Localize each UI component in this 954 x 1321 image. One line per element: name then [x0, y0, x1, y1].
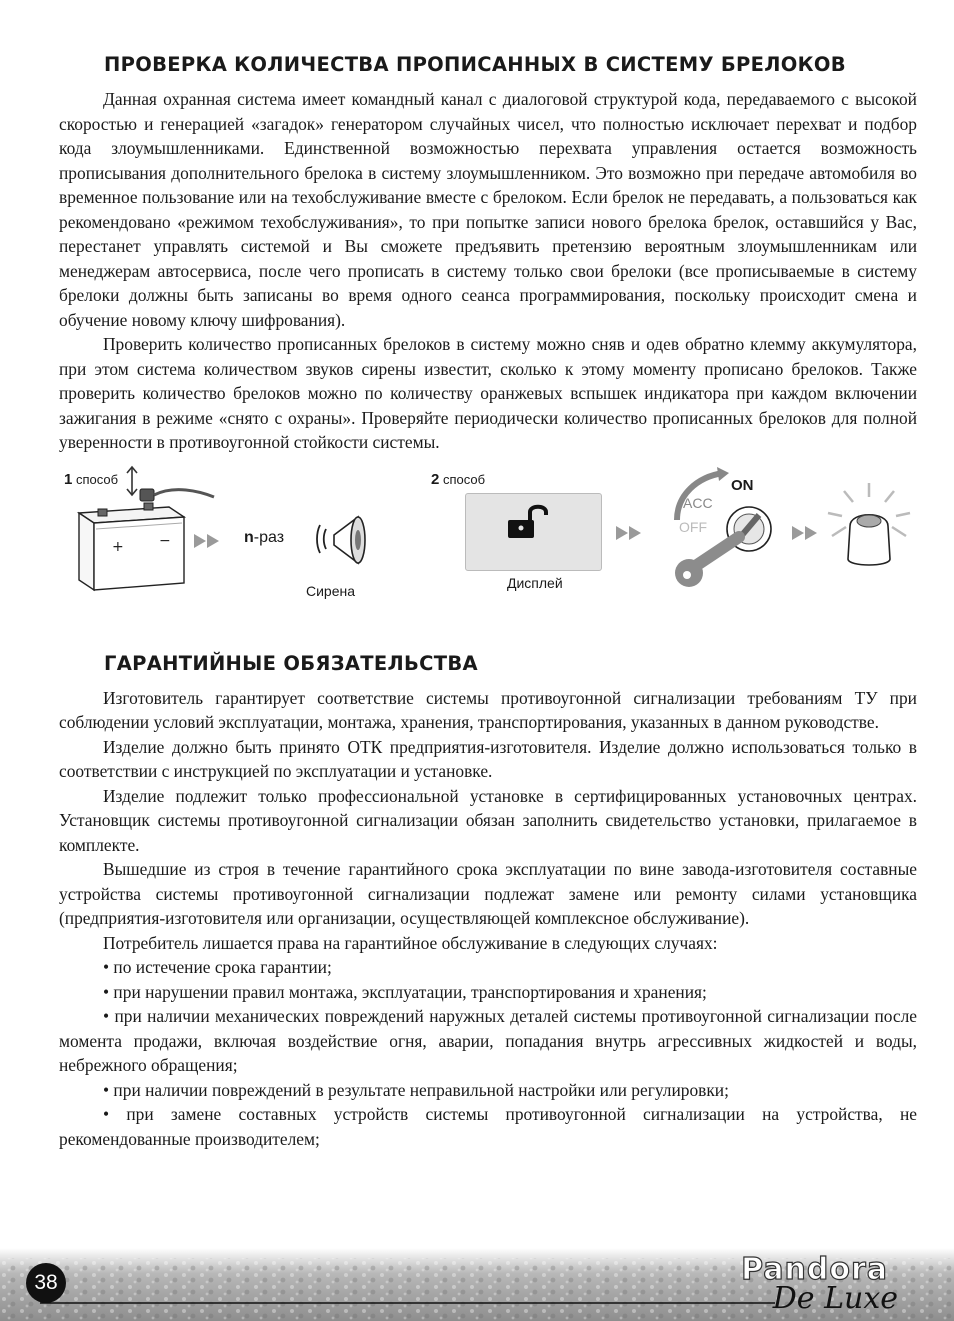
paragraph: Данная охранная система имеет командный канал с диалоговой структурой кода, передаваемого с высокой скоростью и генерацией «загадок» генератором случайных чисел, что полностью исключает перехват и подбор кода злоумышленниками. Единственной возможностью перехвата управления остается возможность прописывания дополнительного брелока в систему злоумышленником. Это возможно при передаче автомобиля во временное пользование или на техобслуживание вместе с брелоком. Если брелок не передавать, а пользоваться как рекомендовано «режимом техобслуживания», то при попытке записи нового брелока брелок, оставшийся у Вас, перестанет управлять системой и Вы сможете предъявить претензию вероятным злоумышленникам или менеджерам автосервиса, после чего прописать в систему только свои брелоки (все прописываемые в систему брелоки должны быть записаны во время одного сеанса программирования, поскольку происходит смена и обучение новому ключу шифрования). [59, 89, 917, 330]
list-item: • при наличии повреждений в результате неправильной настройки или регулировки; [103, 1079, 729, 1100]
display-label: Дисплей [507, 574, 563, 591]
paragraph: Вышедшие из строя в течение гарантийного срока эксплуатации по вине завода-изготовителя составные устройства системы противоугонной сигнализации подлежат замене или ремонту силами установщика (предприятия-изготовителя или организации, осуществляющей комплексное обслуживание). [59, 859, 917, 928]
svg-text:+: + [112, 538, 124, 555]
keyfob-check-diagram [59, 465, 917, 637]
page-content [59, 52, 917, 1151]
ignition-acc-label: ACC [683, 494, 713, 511]
ignition-off-label: OFF [679, 518, 707, 535]
section-heading-warranty: ГАРАНТИЙНЫЕ ОБЯЗАТЕЛЬСТВА [104, 651, 478, 675]
unlocked-padlock-icon [504, 502, 556, 542]
arrow-right-icon [194, 533, 222, 549]
brand-logo [741, 1252, 898, 1316]
paragraph: Изготовитель гарантирует соответствие системы противоугонной сигнализации требованиям ТУ при соблюдении условий эксплуатации, монтажа, хранения, транспортирования, указанных в данном руководстве. [59, 687, 917, 732]
list-item: • по истечение срока гарантии; [103, 957, 332, 977]
list-item: • при замене составных устройств системы противоугонной сигнализации на устройства, не рекомендованные производителем; [59, 1104, 917, 1149]
section-heading-keyfob-check: ПРОВЕРКА КОЛИЧЕСТВА ПРОПИСАННЫХ В СИСТЕМУ БРЕЛОКОВ [104, 53, 846, 76]
list-item: • при нарушении правил монтажа, эксплуатации, транспортирования и хранения; [103, 981, 707, 1002]
brand-logo-sub: De Luxe [772, 1281, 898, 1316]
svg-text:−: − [159, 532, 171, 549]
method-1-label: 1 способ [64, 470, 119, 488]
ignition-on-label: ON [731, 476, 754, 494]
list-item: • при наличии механических повреждений наружных деталей системы противоугонной сигнализации после момента продажи, включая воздействие огня, аварии, попадания внутрь агрессивных жидкостей и воды, небрежного обращения; [59, 1006, 917, 1075]
siren-icon [314, 507, 374, 577]
flashing-indicator-icon [824, 481, 914, 571]
paragraph: Потребитель лишается права на гарантийное обслуживание в следующих случаях: [103, 932, 718, 953]
page-number: 38 [26, 1263, 66, 1303]
arrow-right-icon [616, 525, 644, 541]
method-2-label: 2 способ [431, 470, 486, 488]
siren-count-label: n-раз [244, 528, 285, 546]
arrow-right-icon [792, 525, 820, 541]
siren-label: Сирена [306, 582, 356, 599]
display-panel [465, 493, 602, 571]
paragraph: Изделие должно быть принято ОТК предприятия-изготовителя. Изделие должно использоваться только в соответствии с инструкцией по эксплуатации и установке. [59, 736, 917, 781]
paragraph: Проверить количество прописанных брелоков в систему можно сняв и одев обратно клемму аккумулятора, при этом система количеством звуков сирены известит, сколько к этому моменту прописано брелоков. Также проверить количество брелоков можно по количеству оранжевых вспышек индикатора при каждом включении зажигания в режиме «снято с охраны». Проверяйте периодически количество прописанных брелоков для полной уверенности в противоугонной стойкости системы. [59, 334, 917, 452]
paragraph: Изделие подлежит только профессиональной установке в сертифицированных установочных центрах. Установщик системы противоугонной сигнализации обязан заполнить свидетельство установки, прилагаемое в комплекте. [59, 785, 917, 855]
battery-icon [74, 465, 224, 595]
brand-logo-main: Pandora [741, 1252, 888, 1287]
